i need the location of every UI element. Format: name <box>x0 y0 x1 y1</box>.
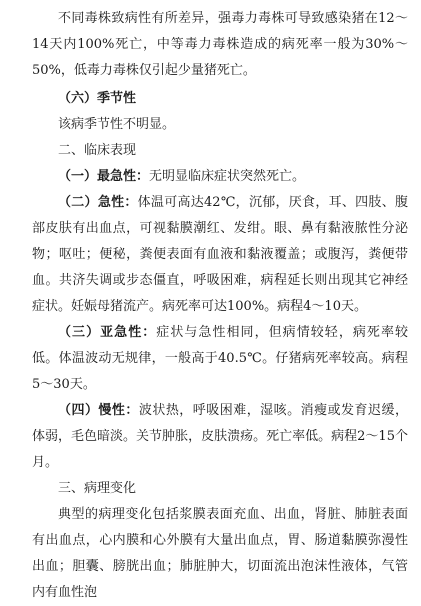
paragraph-seasonality: 该病季节性不明显。 <box>58 117 176 132</box>
heading-seasonality <box>32 86 408 112</box>
acute-label: （二）急性： <box>58 195 138 210</box>
subacute-label: （三）亚急性： <box>58 325 157 340</box>
paragraph-virulence: 不同毒株致病性有所差异，强毒力毒株可导致感染猪在12～14天内100%死亡，中等毒力毒株造成的病死率一般为30%～50%，低毒力毒株仅引起少量猪死亡。 <box>32 11 408 78</box>
peracute-label: （一）最急性： <box>58 169 150 184</box>
paragraph-acute <box>32 190 408 320</box>
paragraph-peracute <box>32 164 408 190</box>
chronic-text: 波状热，呼吸困难，湿咳。消瘦或发育迟缓，体弱，毛色暗淡。关节肿胀，皮肤溃疡。死亡率低。病程2～15个月。 <box>32 403 408 470</box>
document-page <box>32 6 408 606</box>
subacute-text: 症状与急性相同，但病情较轻，病死率较低。体温波动无规律，一般高于40.5℃。仔猪病死率较高。病程5～30天。 <box>32 325 408 392</box>
heading-pathology <box>32 476 408 502</box>
heading-seasonality-text: （六）季节性 <box>58 91 137 106</box>
paragraph-chronic <box>32 398 408 476</box>
heading-clinical-text: 二、临床表现 <box>58 143 137 158</box>
acute-text: 体温可高达42℃，沉郁，厌食，耳、四肢、腹部皮肤有出血点，可视黏膜潮红、发绀。眼、鼻有黏液脓性分泌物；呕吐；便秘，粪便表面有血液和黏液覆盖；或腹泻，粪便带血。共济失调或步态僵直，呼吸困难，病程延长则出现其它神经症状。妊娠母猪流产。病死率可达100%。病程4～10天。 <box>32 195 408 314</box>
peracute-text: 无明显临床症状突然死亡。 <box>149 169 306 184</box>
paragraph-subacute <box>32 320 408 398</box>
chronic-label: （四）慢性： <box>58 403 139 418</box>
paragraph-pathology: 典型的病理变化包括浆膜表面充血、出血，肾脏、肺脏表面有出血点，心内膜和心外膜有大量出血点，胃、肠道黏膜弥漫性出血；胆囊、膀胱出血；肺脏肿大，切面流出泡沫性液体，气管内有血性泡 <box>32 507 408 600</box>
heading-pathology-text: 三、病理变化 <box>58 481 137 496</box>
heading-clinical <box>32 138 408 164</box>
